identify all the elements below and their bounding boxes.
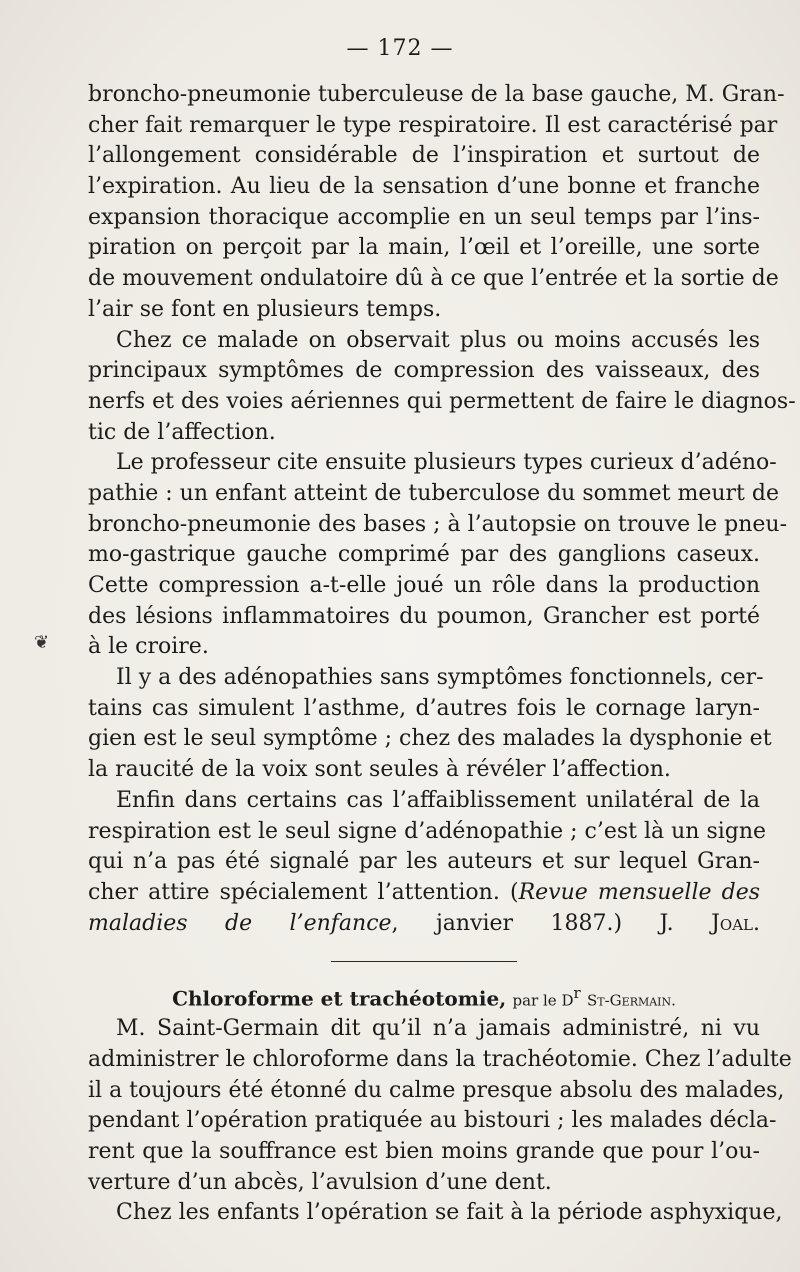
text-line: verture d’un abcès, l’avulsion d’une dent. (88, 1169, 552, 1195)
text-line: l’allongement considérable de l’inspiration et surtout de (88, 143, 760, 169)
text-line: qui n’a pas été signalé par les auteurs et sur lequel Gran- (88, 849, 760, 875)
text-line: M. Saint-Germain dit qu’il n’a jamais administré, ni vu (116, 1016, 760, 1042)
paragraph-2 (88, 326, 796, 449)
text-line: pendant l’opération pratiquée au bistouri ; les malades décla- (88, 1108, 777, 1134)
text-line: Chez les enfants l’opération se fait à la période asphyxique, (116, 1200, 783, 1226)
text-line: Chez ce malade on observait plus ou moins accusés les (116, 327, 760, 353)
section-heading (88, 978, 760, 1011)
text-line: la raucité de la voix sont seules à révéler l’affection. (88, 757, 671, 783)
text-line: des lésions inflammatoires du poumon, Grancher est porté (88, 603, 760, 629)
text-line: administrer le chloroforme dans la trachéotomie. Chez l’adulte (88, 1046, 792, 1072)
paragraph-4 (88, 663, 772, 786)
text-fragment: cher attire spécialement l’attention. (88, 879, 500, 905)
section-divider (331, 961, 517, 962)
margin-ornament: ❦ (34, 632, 50, 653)
text-line: Il y a des adénopathies sans symptômes fonctionnels, cer- (116, 665, 764, 691)
citation-line (88, 909, 760, 940)
paragraph-5 (88, 786, 767, 939)
byline-sup: r (573, 984, 581, 1003)
text-line: il a toujours été étonné du calme presque absolu des malades, (88, 1077, 785, 1103)
body-text (88, 80, 796, 1229)
paragraph-7 (88, 1198, 783, 1229)
text-line: pathie : un enfant atteint de tuberculose du sommet meurt de (88, 480, 779, 506)
text-line (88, 878, 760, 909)
citation-journal-cont: maladies de l’enfance (88, 910, 392, 936)
text-line: piration on perçoit par la main, l’œil et l’oreille, une sorte (88, 235, 760, 261)
paragraph-1 (88, 80, 785, 326)
text-line: Enfin dans certains cas l’affaiblissement unilatéral de la (116, 787, 760, 813)
text-line: Cette compression a-t-elle joué un rôle dans la production (88, 573, 760, 598)
text-line: gien est le seul symptôme ; chez des malades la dysphonie et (88, 726, 772, 752)
byline-name: St-Germain. (587, 991, 676, 1010)
byline-prefix: par le D (512, 991, 574, 1010)
citation-open: ( (509, 879, 519, 905)
text-line: l’expiration. Au lieu de la sensation d’une bonne et franche (88, 174, 760, 200)
text-line: principaux symptômes de compression des vaisseaux, des (88, 358, 760, 384)
text-line: respiration est le seul signe d’adénopathie ; c’est là un signe (88, 818, 767, 844)
citation-journal: Revue mensuelle des (518, 879, 760, 905)
page-number: — 172 — (346, 36, 454, 61)
text-line: Le professeur cite ensuite plusieurs types curieux d’adéno- (116, 450, 777, 476)
text-line: expansion thoracique accomplie en un seul temps par l’ins- (88, 204, 760, 230)
text-line: de mouvement ondulatoire dû à ce que l’entrée et la sortie de (88, 266, 779, 292)
text-line: tains cas simulent l’asthme, d’autres fois le cornage laryn- (88, 695, 760, 721)
text-line: nerfs et des voies aériennes qui permettent de faire le diagnos- (88, 388, 796, 414)
text-line: broncho-pneumonie tuberculeuse de la base gauche, M. Gran- (88, 82, 785, 107)
citation-date: , janvier 1887.) (391, 910, 623, 936)
paragraph-6 (88, 1014, 792, 1198)
text-line: broncho-pneumonie des bases ; à l’autopsie on trouve le pneu- (88, 511, 788, 537)
paragraph-3 (88, 448, 788, 663)
text-line: à le croire. (88, 634, 209, 660)
text-line: rent que la souffrance est bien moins grande que pour l’ou- (88, 1139, 760, 1164)
section-title: Chloroforme et trachéotomie, (172, 986, 507, 1011)
text-line: l’air se font en plusieurs temps. (88, 296, 442, 322)
text-line: cher fait remarquer le type respiratoire. Il est caractérisé par (88, 112, 778, 138)
text-line: tic de l’affection. (88, 419, 276, 445)
citation-author: J. Joal. (659, 910, 760, 936)
text-line: mo-gastrique gauche comprimé par des ganglions caseux. (88, 542, 760, 568)
